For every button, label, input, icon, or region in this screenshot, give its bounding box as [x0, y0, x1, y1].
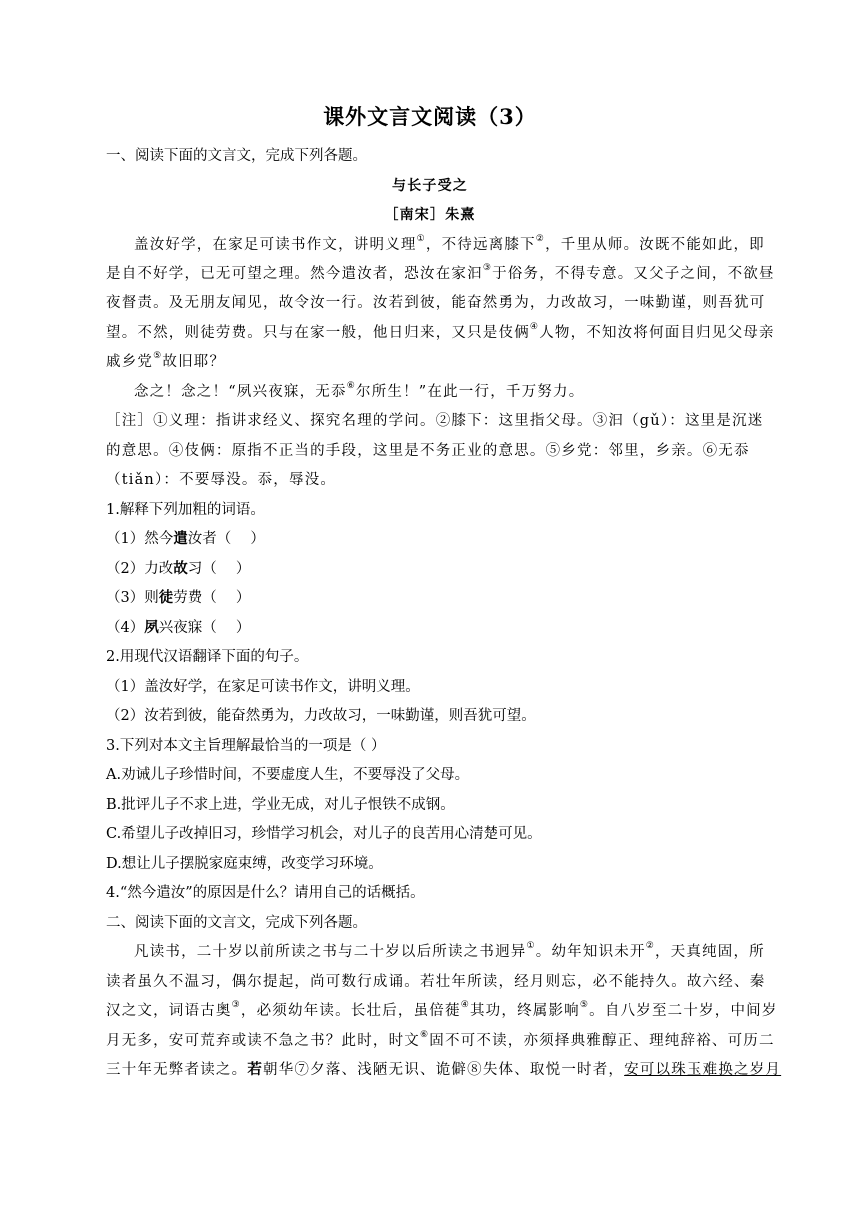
question-4-stem: 4.“然今遣汝”的原因是什么？请用自己的话概括。 [106, 885, 425, 901]
passage-2-line: 凡读书，二十岁以前所读之书与二十岁以后所读之书迥异①。幼年知识未开②，天真纯固，所 [134, 941, 765, 960]
question-1-stem: 1.解释下列加粗的词语。 [106, 502, 265, 518]
passage-line: 夜督责。及无朋友闻见，故令汝一行。汝若到彼，能奋然勇为，力改故习，一味勤谨，则吾犹可 [106, 295, 766, 311]
question-3-option-b: B.批评儿子不求上进，学业无成，对儿子恨铁不成钢。 [106, 797, 455, 813]
passage-2-line: 汉之文，词语古奥③，必须幼年读。长壮后，虽倍蓰④其功，终属影响⑤。自八岁至二十岁，中间岁 [106, 1000, 778, 1019]
question-2-item: （2）汝若到彼，能奋然勇为，力改故习，一味勤谨，则吾犹可望。 [106, 708, 536, 724]
passage-line: 是自不好学，已无可望之理。然今遣汝者，恐汝在家汩③于俗务，不得专意。又父子之间，不欲昼 [106, 263, 775, 282]
question-1-item: （4）夙兴夜寐（ ） [106, 619, 251, 636]
passage-line: 盖汝好学，在家足可读书作文，讲明义理①，不待远离膝下②，千里从师。汝既不能如此，即 [134, 234, 765, 253]
underlined-phrase: 安可以珠玉难换之岁月 [624, 1062, 782, 1078]
passage-2-line: 月无多，安可荒弃或读不急之书？此时，时文⑥固不可不读，亦须择典雅醇正、理纯辞裕、可历二 [106, 1030, 775, 1049]
question-1-item: （2）力改故习（ ） [106, 560, 251, 577]
question-3-option-a: A.劝诫儿子珍惜时间，不要虚度人生，不要辱没了父母。 [106, 767, 470, 783]
section-2-heading: 二、阅读下面的文言文，完成下列各题。 [106, 915, 367, 931]
passage-author: ［南宋］朱熹 [384, 207, 476, 223]
question-2-stem: 2.用现代汉语翻译下面的句子。 [106, 649, 309, 665]
passage-line: 戚乡党⑤故旧耶？ [106, 351, 226, 370]
passage-2-line: 读者虽久不温习，偶尔提起，尚可数行成诵。若壮年所读，经月则忘，必不能持久。故六经、秦 [106, 974, 766, 990]
notes-line: 的意思。④伎俩：原指不正当的手段，这里是不务正业的意思。⑤乡党：邻里，乡亲。⑥无忝 [106, 443, 750, 459]
question-2-item: （1）盖汝好学，在家足可读书作文，讲明义理。 [106, 679, 420, 695]
notes-line: （tiǎn）：不要辱没。忝，辱没。 [106, 472, 337, 488]
notes-line: ［注］①义理：指讲求经义、探究名理的学问。②膝下：这里指父母。③汩（gǔ）：这里是沉迷 [106, 413, 764, 429]
section-1-heading: 一、阅读下面的文言文，完成下列各题。 [106, 148, 367, 164]
question-3-option-c: C.希望儿子改掉旧习，珍惜学习机会，对儿子的良苦用心清楚可见。 [106, 826, 542, 842]
question-1-item: （3）则徒劳费（ ） [106, 589, 251, 606]
passage-title: 与长子受之 [392, 178, 468, 194]
passage-line: 念之！念之！“夙兴夜寐，无忝⑥尔所生！”在此一行，千万努力。 [134, 381, 585, 400]
passage-line: 望。不然，则徒劳费。只与在家一般，他日归来，又只是伎俩④人物，不知汝将何面目归见父母亲 [106, 322, 775, 341]
question-1-item: （1）然今遣汝者（ ） [106, 530, 265, 547]
page-title: 课外文言文阅读（3） [323, 104, 537, 129]
passage-2-line: 三十年无弊者读之。若朝华⑦夕落、浅陋无识、诡僻⑧失体、取悦一时者，安可以珠玉难换之岁月 [106, 1061, 782, 1078]
question-3-stem: 3.下列对本文主旨理解最恰当的一项是（ ） [106, 738, 386, 754]
question-3-option-d: D.想让儿子摆脱家庭束缚，改变学习环境。 [106, 856, 383, 872]
